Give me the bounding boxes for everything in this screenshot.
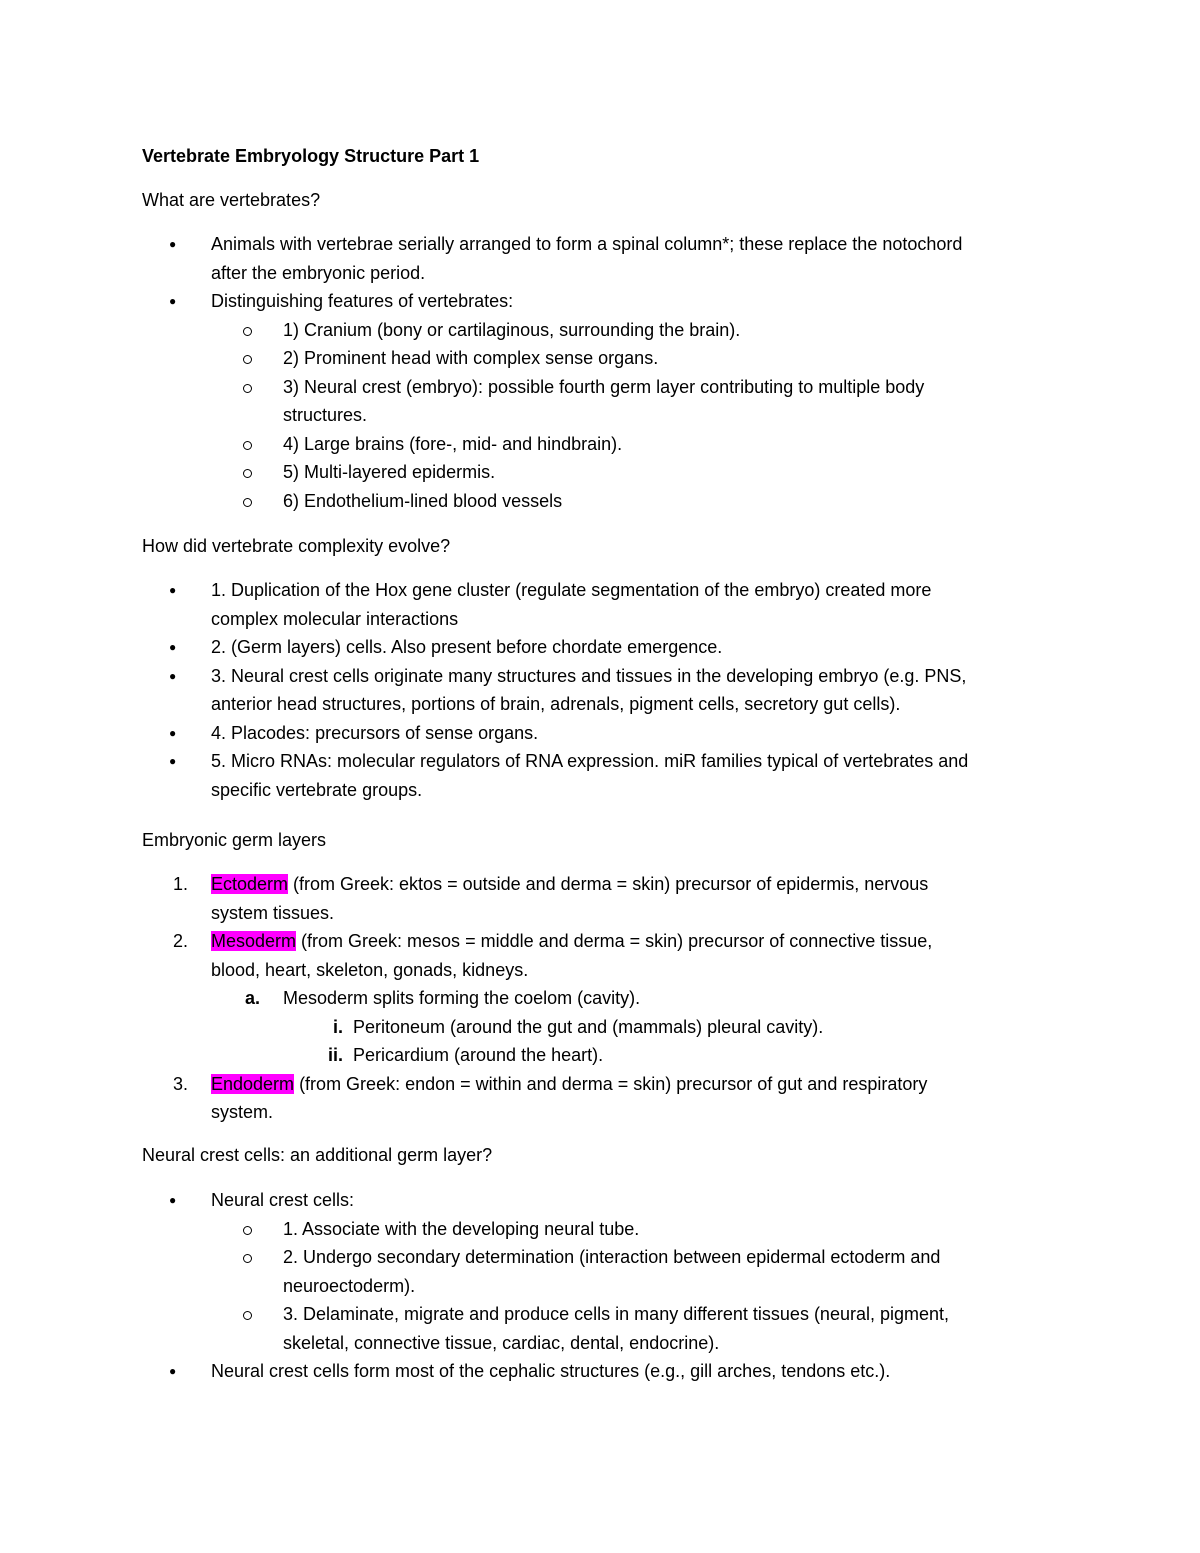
bullet-icon: ● [169, 1364, 177, 1378]
list-item: 3. Endoderm (from Greek: endon = within and derma = skin) precursor of gut and respiratory system. [173, 1073, 928, 1122]
list-item: ● 2. (Germ layers) cells. Also present before chordate emergence. [211, 633, 1100, 662]
circle-bullet-icon [243, 355, 252, 364]
list-item: ● 4. Placodes: precursors of sense organs. [211, 719, 1100, 748]
section-heading-germ-layers: Embryonic germ layers [142, 830, 327, 850]
bullet-icon: ● [169, 640, 177, 654]
bullet-list [0, 230, 1100, 515]
list-item: ● Animals with vertebrae serially arranged to form a spinal column*; these replace the notochord after the embryonic period. [211, 230, 1100, 287]
list-item: 1. Ectoderm (from Greek: ektos = outside and derma = skin) precursor of epidermis, nervous system tissues. [173, 874, 929, 923]
circle-bullet-icon [243, 498, 252, 507]
list-item: ● 5. Micro RNAs: molecular regulators of RNA expression. miR families typical of vertebrates and specific vertebrate groups. [211, 747, 1100, 804]
list-item: 1. Associate with the developing neural tube. [283, 1215, 1100, 1244]
bullet-icon: ● [169, 583, 177, 597]
list-item: a. Mesoderm splits forming the coelom (cavity). [245, 988, 641, 1008]
list-item: ● Neural crest cells form most of the cephalic structures (e.g., gill arches, tendons etc.). [211, 1357, 1100, 1386]
circle-bullet-icon [243, 384, 252, 393]
circle-bullet-icon [243, 327, 252, 336]
list-item: ● Distinguishing features of vertebrates: [211, 287, 1100, 316]
bullet-icon: ● [169, 725, 177, 740]
section-heading-neural-crest: Neural crest cells: an additional germ layer? [142, 1145, 493, 1165]
circle-bullet-icon [243, 1226, 252, 1235]
bullet-icon: ● [169, 237, 177, 251]
highlighted-term: Ectoderm [211, 874, 289, 894]
list-item: 2. Undergo secondary determination (interaction between epidermal ectoderm and neuroectoderm). [283, 1243, 1100, 1300]
circle-bullet-icon [243, 1254, 252, 1263]
section-heading-complexity: How did vertebrate complexity evolve? [142, 536, 451, 556]
list-item: 6) Endothelium-lined blood vessels [283, 487, 1100, 516]
bullet-icon: ● [169, 668, 177, 683]
list-item: i. Peritoneum (around the gut and (mammals) pleural cavity). [332, 1016, 824, 1037]
circle-bullet-icon [243, 469, 252, 478]
circle-bullet-icon [243, 1311, 252, 1320]
section-heading-what-are-vertebrates: What are vertebrates? [142, 190, 321, 210]
list-item: ● Neural crest cells: [211, 1186, 1100, 1215]
bullet-list [0, 576, 1100, 804]
list-item: ii. Pericardium (around the heart). [327, 1045, 604, 1065]
circle-bullet-icon [243, 441, 252, 450]
bullet-icon: ● [169, 294, 177, 308]
bullet-icon: ● [169, 754, 177, 768]
list-item: ● 1. Duplication of the Hox gene cluster (regulate segmentation of the embryo) created more complex molecular interactions [211, 576, 1100, 633]
numbered-list [0, 870, 1100, 1127]
list-item: 2) Prominent head with complex sense organs. [283, 344, 1100, 373]
bullet-icon: ● [169, 1193, 177, 1207]
list-item: 4) Large brains (fore-, mid- and hindbrain). [283, 430, 1100, 459]
list-item: 3. Delaminate, migrate and produce cells in many different tissues (neural, pigment, skeletal, connective tissue, cardiac, dental, endocrine). [283, 1300, 1100, 1357]
highlighted-term: Endoderm [211, 1073, 295, 1094]
list-item: 1) Cranium (bony or cartilaginous, surrounding the brain). [283, 316, 1100, 345]
bullet-list [0, 1186, 1100, 1386]
list-item: 2. Mesoderm (from Greek: mesos = middle and derma = skin) precursor of connective tissue, blood, heart, skeleton, gonads, kidneys. [173, 931, 933, 980]
list-item: 5) Multi-layered epidermis. [283, 458, 1100, 487]
document-title: Vertebrate Embryology Structure Part 1 [142, 146, 480, 166]
highlighted-term: Mesoderm [211, 931, 297, 951]
list-item: 3) Neural crest (embryo): possible fourth germ layer contributing to multiple body structures. [283, 373, 1100, 430]
list-item: ● 3. Neural crest cells originate many structures and tissues in the developing embryo (e.g. PNS, anterior head structures, portions of brain, adrenals, pigment cells, secretory gut cells). [211, 662, 1100, 719]
